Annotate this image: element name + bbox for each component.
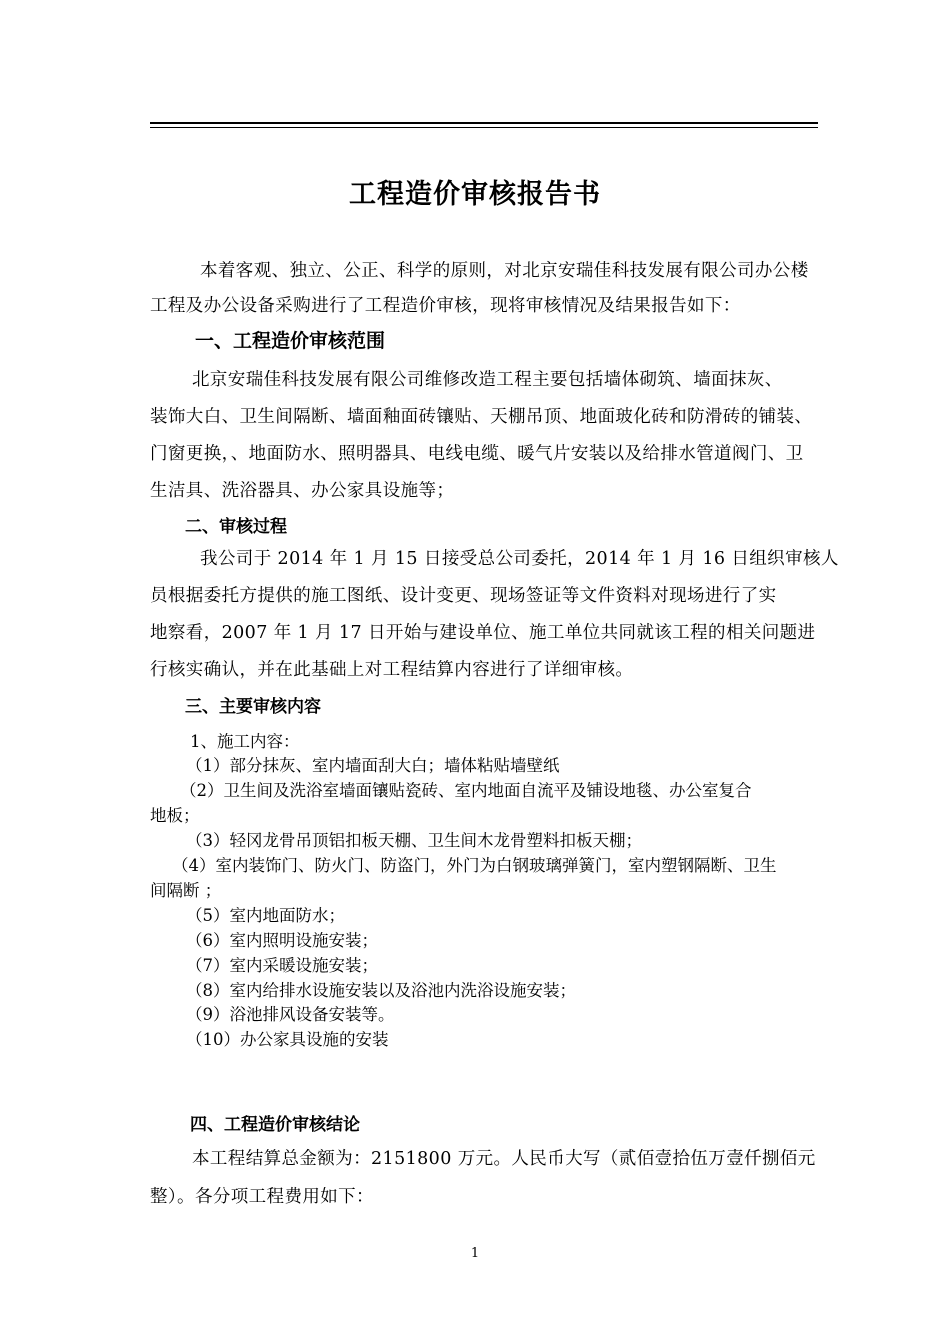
content-line: （8）室内给排水设施安装以及浴池内洗浴设施安装； bbox=[186, 981, 576, 1000]
document-title: 工程造价审核报告书 bbox=[349, 179, 601, 210]
content-line: （9）浴池排风设备安装等。 bbox=[186, 1005, 395, 1024]
intro-line: 本着客观、独立、公正、科学的原则，对北京安瑞佳科技发展有限公司办公楼 bbox=[200, 261, 809, 281]
process-line: 地察看，2007 年 1 月 17 日开始与建设单位、施工单位共同就该工程的相关问题进 bbox=[150, 623, 816, 643]
content-line: （6）室内照明设施安装； bbox=[186, 931, 378, 950]
scope-line: 生洁具、洗浴器具、办公家具设施等； bbox=[150, 481, 455, 501]
page-number: 1 bbox=[470, 1246, 480, 1261]
scope-line: 北京安瑞佳科技发展有限公司维修改造工程主要包括墙体砌筑、墙面抹灰、 bbox=[192, 370, 783, 390]
content-line: 间隔断 ； bbox=[150, 881, 222, 900]
process-line: 员根据委托方提供的施工图纸、设计变更、现场签证等文件资料对现场进行了实 bbox=[150, 586, 777, 606]
content-line: （7）室内采暖设施安装； bbox=[186, 956, 378, 975]
content-line: 地板； bbox=[150, 806, 200, 825]
content-line: 1、施工内容： bbox=[190, 732, 300, 751]
content-line: （4）室内装饰门、防火门、防盗门，外门为白钢玻璃弹簧门，室内塑钢隔断、卫生 bbox=[172, 856, 777, 875]
process-line: 我公司于 2014 年 1 月 15 日接受总公司委托，2014 年 1 月 16 日组织审核人 bbox=[200, 549, 839, 569]
section-heading-process: 二、审核过程 bbox=[185, 517, 287, 537]
section-heading-scope: 一、工程造价审核范围 bbox=[195, 330, 386, 352]
content-line: （2）卫生间及洗浴室墙面镶贴瓷砖、室内地面自流平及铺设地毯、办公室复合 bbox=[180, 781, 752, 800]
scope-line: 装饰大白、卫生间隔断、墙面釉面砖镶贴、天棚吊顶、地面玻化砖和防滑砖的铺装、 bbox=[150, 407, 813, 427]
content-line: （10）办公家具设施的安装 bbox=[186, 1030, 389, 1049]
section-heading-content: 三、主要审核内容 bbox=[185, 697, 321, 717]
header-rule-thin bbox=[150, 127, 818, 128]
content-line: （5）室内地面防水； bbox=[186, 906, 345, 925]
scope-line: 门窗更换，、地面防水、照明器具、电线电缆、暖气片安装以及给排水管道阀门、卫 bbox=[150, 444, 804, 464]
section-heading-conclusion: 四、工程造价审核结论 bbox=[190, 1115, 360, 1135]
conclusion-line: 本工程结算总金额为：2151800 万元。人民币大写（贰佰壹拾伍万壹仟捌佰元 bbox=[192, 1149, 816, 1169]
header-rule-thick bbox=[150, 122, 818, 124]
intro-line: 工程及办公设备采购进行了工程造价审核，现将审核情况及结果报告如下： bbox=[150, 296, 741, 316]
content-line: （1）部分抹灰、室内墙面刮大白；墙体粘贴墙壁纸 bbox=[186, 756, 560, 775]
content-line: （3）轻冈龙骨吊顶铝扣板天棚、卫生间木龙骨塑料扣板天棚； bbox=[186, 831, 642, 850]
process-line: 行核实确认，并在此基础上对工程结算内容进行了详细审核。 bbox=[150, 660, 634, 680]
conclusion-line: 整）。各分项工程费用如下： bbox=[150, 1187, 374, 1207]
